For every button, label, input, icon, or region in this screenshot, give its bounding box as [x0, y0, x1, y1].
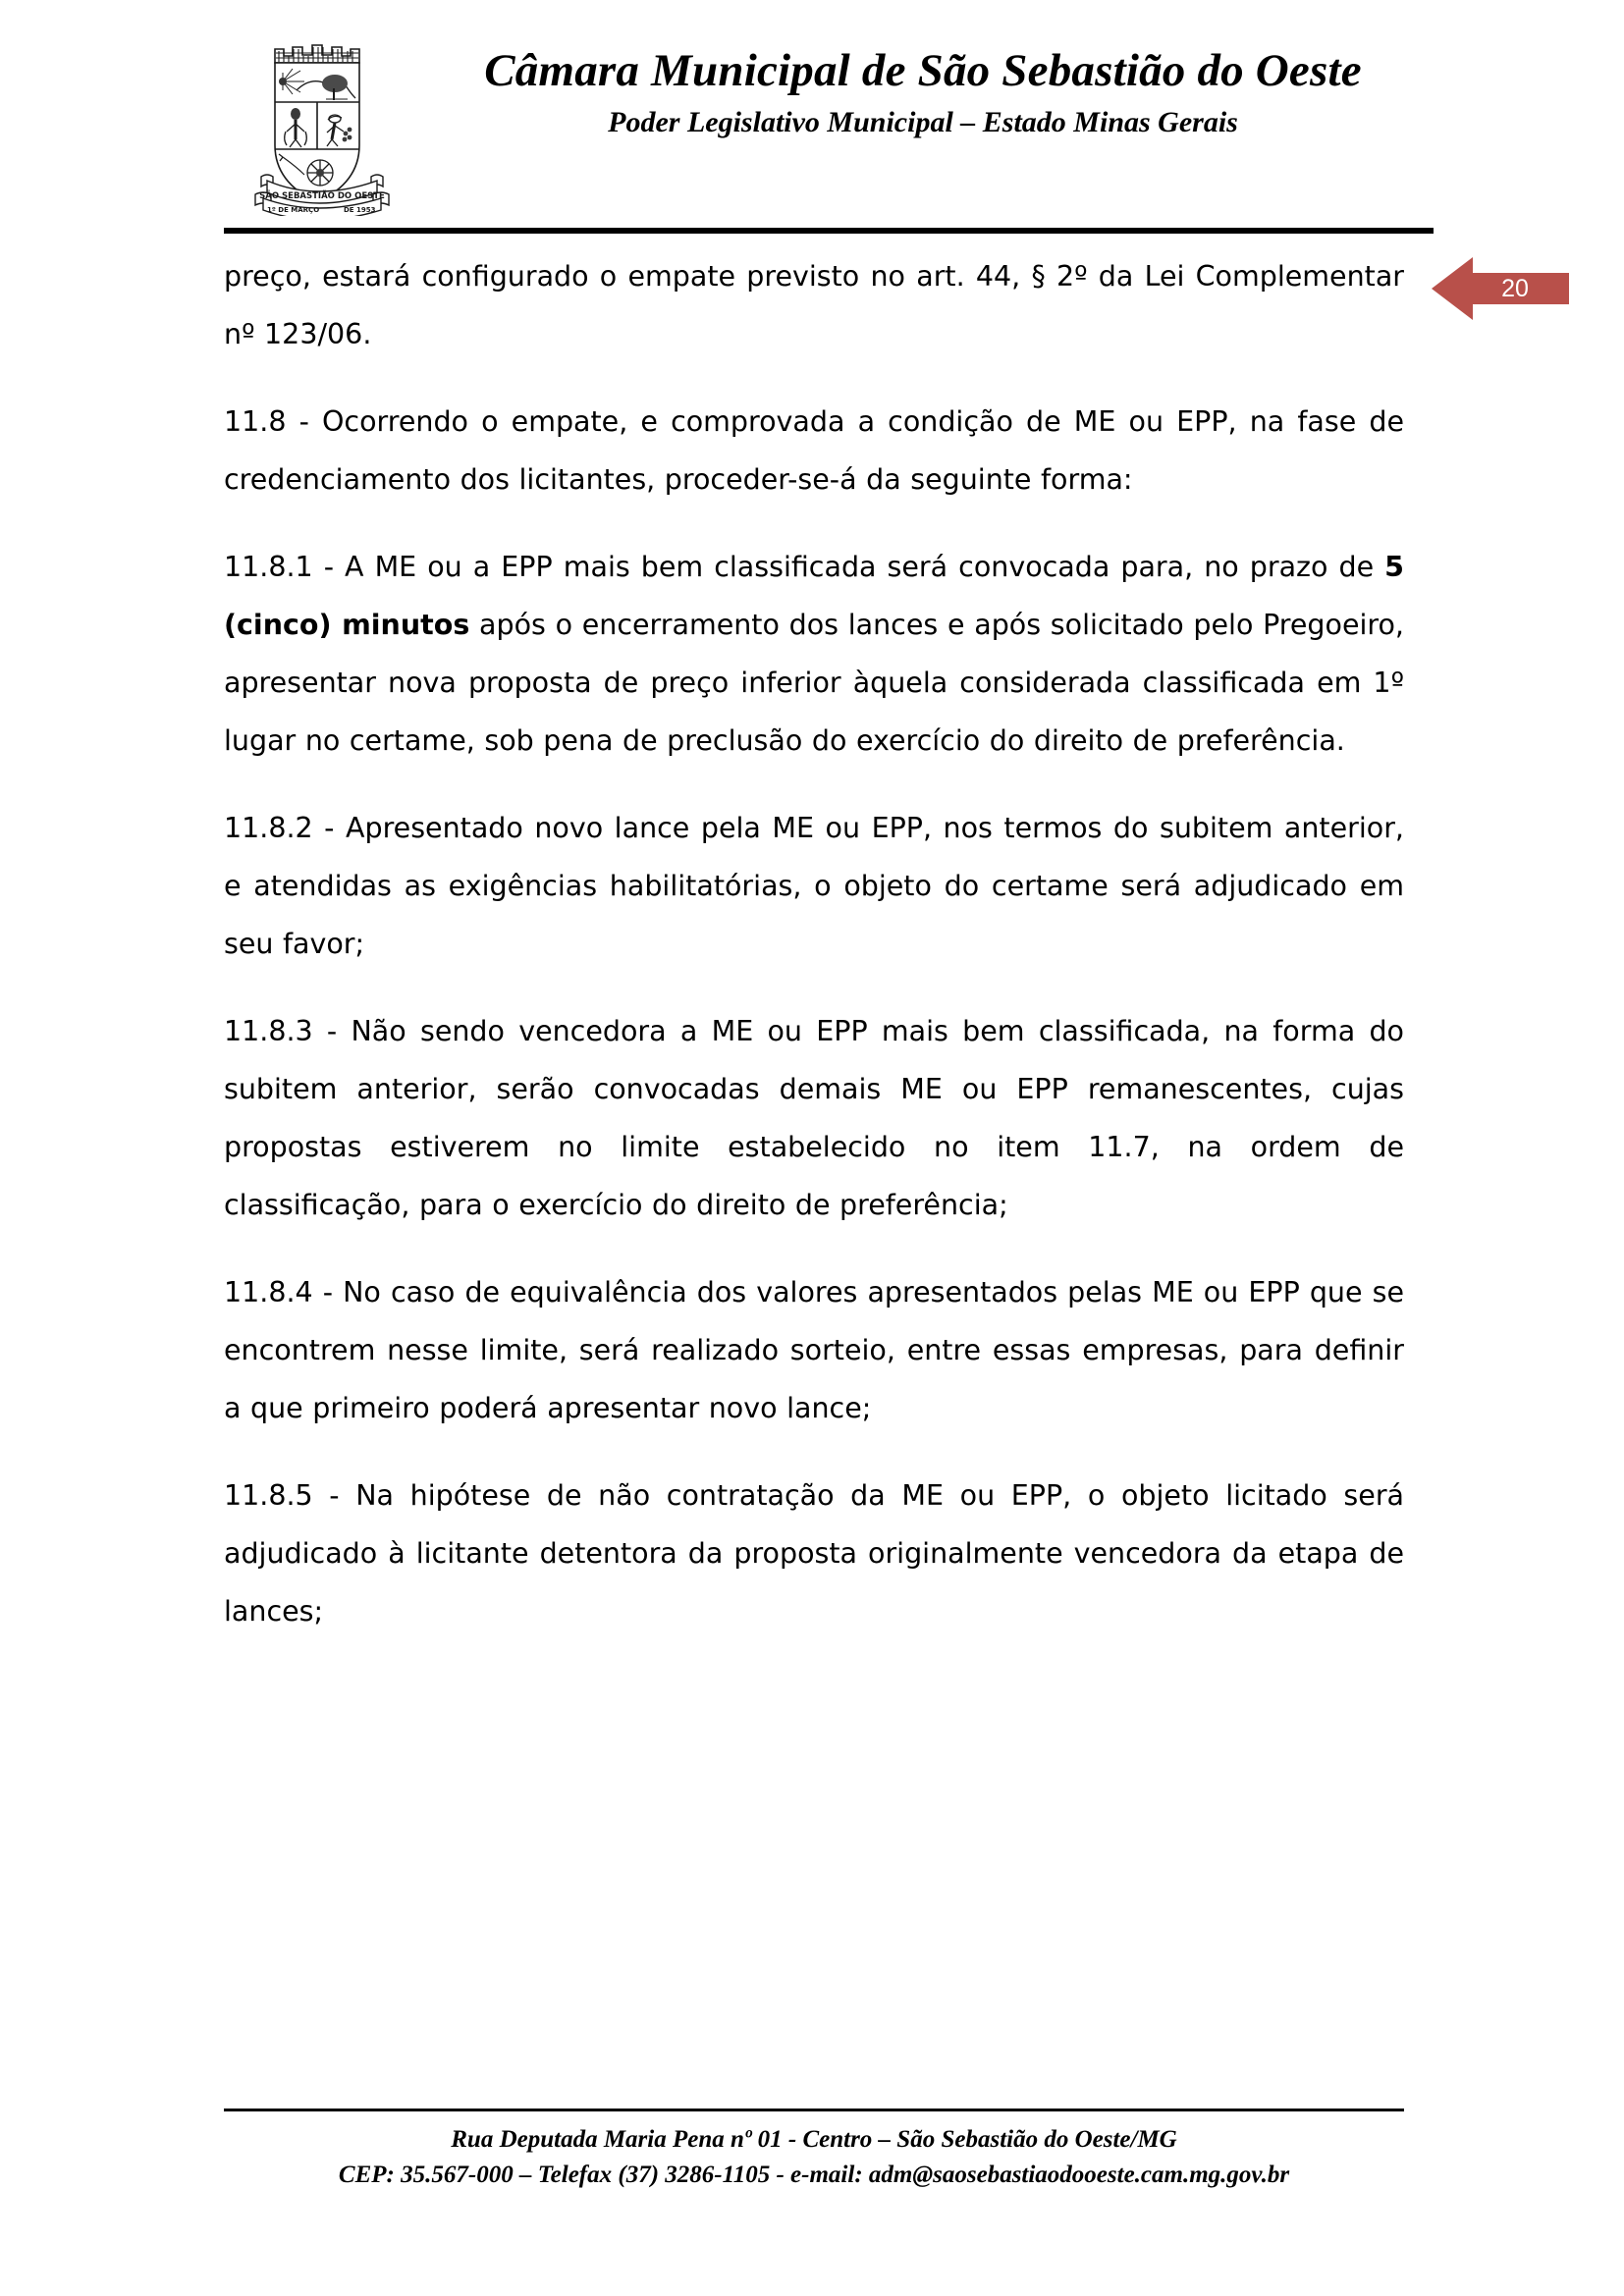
document-header [0, 0, 1624, 243]
document-body [224, 247, 1404, 1640]
paragraph-11-8-5: 11.8.5 - Na hipótese de não contratação da ME ou EPP, o objeto licitado será adjudicado à licitante detentora da proposta originalmente vencedora da etapa de lances; [224, 1479, 1404, 1628]
paragraph-11-8-1-text-before: 11.8.1 - A ME ou a EPP mais bem classificada será convocada para, no prazo de [224, 551, 1385, 583]
page-number-marker [1432, 253, 1569, 324]
paragraph-11-8-1-emphasis: 5 (cinco) minutos [224, 551, 1404, 641]
crest-ribbon-right-text: DE 1953 [344, 206, 376, 214]
header-title-block [412, 45, 1434, 140]
footer-address: Rua Deputada Maria Pena nº 01 - Centro – São Sebastião do Oeste/MG [451, 2126, 1177, 2153]
header-divider [224, 228, 1434, 234]
footer-divider [224, 2109, 1404, 2111]
crest-ribbon-top-text: SÃO SEBASTIÃO DO OESTE [259, 191, 385, 201]
footer-contact-block [224, 2122, 1404, 2194]
paragraph-11-8-4: 11.8.4 - No caso de equivalência dos valores apresentados pelas ME ou EPP que se encontrem nesse limite, será realizado sorteio, entre essas empresas, para definir a que primeiro poderá apresentar novo lance; [224, 1276, 1404, 1424]
page-number-label: 20 [1501, 274, 1529, 302]
paragraph-11-8-2: 11.8.2 - Apresentado novo lance pela ME ou EPP, nos termos do subitem anterior, e atendidas as exigências habilitatórias, o objeto do certame será adjudicado em seu favor; [224, 812, 1404, 960]
paragraph-11-8-1 [224, 538, 1404, 770]
crest-ribbon-left-text: 1º DE MARÇO [267, 206, 320, 214]
coat-of-arms-icon [253, 29, 391, 216]
left-arrow-icon [1432, 253, 1569, 324]
paragraph-11-8: 11.8 - Ocorrendo o empate, e comprovada a condição de ME ou EPP, na fase de credenciamento dos licitantes, proceder-se-á da seguinte forma: [224, 405, 1404, 496]
paragraph-11-8-3: 11.8.3 - Não sendo vencedora a ME ou EPP mais bem classificada, na forma do subitem anterior, serão convocadas demais ME ou EPP remanescentes, cujas propostas estiverem no limite estabelecido no item 11.7, na ordem de classificação, para o exercício do direito de preferência; [224, 1015, 1404, 1221]
organization-title: Câmara Municipal de São Sebastião do Oeste [484, 45, 1362, 96]
paragraph-11-8-1-text-after: após o encerramento dos lances e após solicitado pelo Pregoeiro, apresentar nova proposta de preço inferior àquela considerada classificada em 1º lugar no certame, sob pena de preclusão do exercício do direito de preferência. [224, 609, 1404, 757]
paragraph-continuation: preço, estará configurado o empate previsto no art. 44, § 2º da Lei Complementar nº 123/06. [224, 260, 1404, 350]
organization-subtitle: Poder Legislativo Municipal – Estado Minas Gerais [608, 105, 1238, 138]
footer-contact: CEP: 35.567-000 – Telefax (37) 3286-1105 - e-mail: adm@saosebastiaodooeste.cam.mg.gov.br [338, 2162, 1290, 2189]
